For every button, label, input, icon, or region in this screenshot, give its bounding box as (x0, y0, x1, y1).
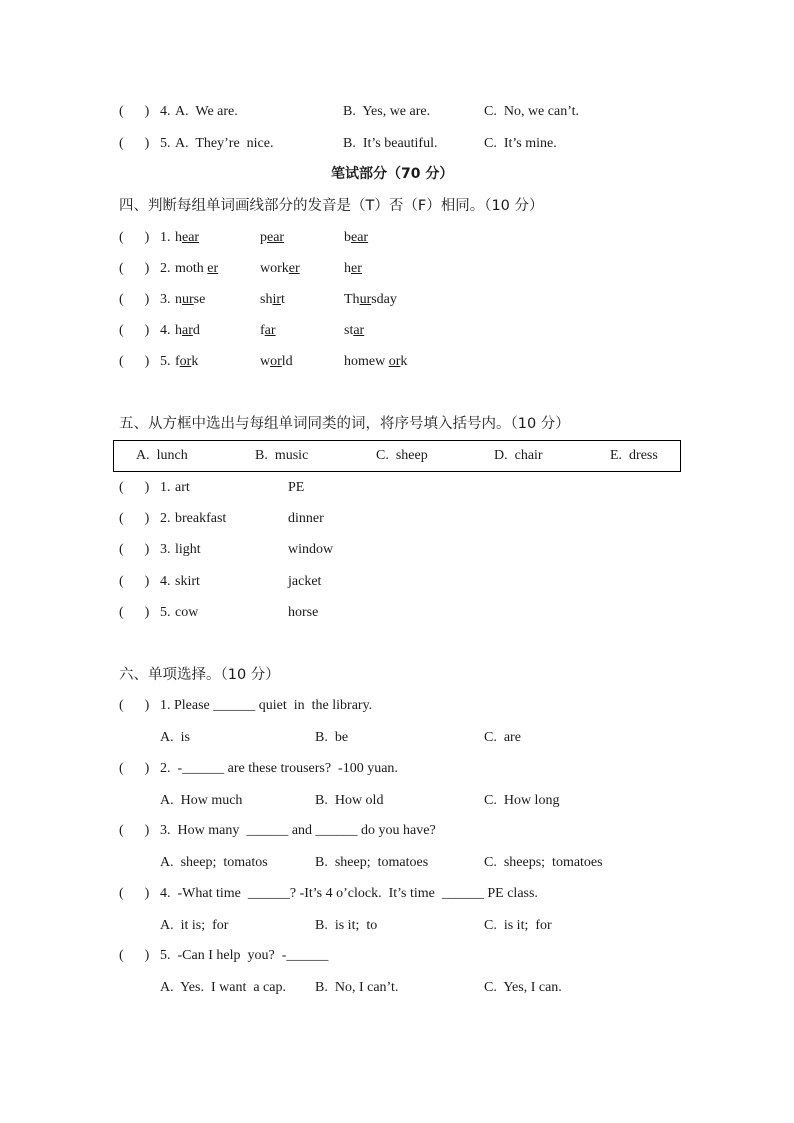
word-choice-box (113, 440, 681, 472)
question-bracket[interactable]: ( ) (119, 823, 150, 838)
q5-option-c: C. It’s mine. (484, 136, 557, 151)
written-part-title: 笔试部分（70 分） (331, 166, 454, 182)
section5-word-2: window (288, 542, 334, 557)
section4-word-1: moth er (175, 261, 219, 276)
underlined-part: ear (182, 230, 200, 245)
section5-bracket[interactable]: ( ) (119, 605, 150, 620)
section5-bracket[interactable]: ( ) (119, 480, 150, 495)
section4-word-3: bear (344, 230, 369, 245)
section5-bracket[interactable]: ( ) (119, 511, 150, 526)
section4-bracket[interactable]: ( ) (119, 354, 150, 369)
underlined-part: er (351, 261, 362, 276)
option-c: C. is it; for (484, 918, 552, 933)
section4-number: 3. (160, 292, 171, 307)
section4-number: 1. (160, 230, 171, 245)
question-stem: 2. -______ are these trousers? -100 yuan. (160, 761, 398, 776)
box-option-a: A. lunch (136, 448, 188, 463)
section5-word-2: PE (288, 480, 305, 495)
section5-word-1: cow (175, 605, 199, 620)
underlined-part: ur (182, 292, 194, 307)
option-a: A. it is; for (160, 918, 229, 933)
option-b: B. be (315, 730, 349, 745)
section4-word-1: hear (175, 230, 200, 245)
section5-number: 1. (160, 480, 171, 495)
section5-word-1: breakfast (175, 511, 227, 526)
question-stem: 4. -What time ______? -It’s 4 o’clock. It’s time ______ PE class. (160, 886, 538, 901)
section4-word-3: star (344, 323, 365, 338)
option-a: A. Yes. I want a cap. (160, 980, 286, 995)
option-b: B. No, I can’t. (315, 980, 399, 995)
question-bracket[interactable]: ( ) (119, 948, 150, 963)
section4-bracket[interactable]: ( ) (119, 230, 150, 245)
option-b: B. How old (315, 793, 384, 808)
underlined-part: ar (182, 323, 193, 338)
option-c: C. are (484, 730, 521, 745)
section4-word-2: worker (260, 261, 300, 276)
question-bracket[interactable]: ( ) (119, 886, 150, 901)
q4-option-b: B. Yes, we are. (343, 104, 431, 119)
box-option-e: E. dress (610, 448, 658, 463)
section4-heading: 四、判断每组单词画线部分的发音是（T）否（F）相同。（10 分） (119, 198, 544, 214)
section4-word-2: far (260, 323, 276, 338)
q4-option-c: C. No, we can’t. (484, 104, 579, 119)
option-a: A. sheep; tomatos (160, 855, 268, 870)
section4-word-2: pear (260, 230, 285, 245)
section4-number: 4. (160, 323, 171, 338)
underlined-part: ar (353, 323, 365, 338)
option-a: A. How much (160, 793, 243, 808)
q5-option-b: B. It’s beautiful. (343, 136, 438, 151)
question-stem: 1. Please ______ quiet in the library. (160, 698, 373, 713)
underlined-part: or (179, 354, 192, 369)
box-option-c: C. sheep (376, 448, 428, 463)
section5-number: 3. (160, 542, 171, 557)
section5-bracket[interactable]: ( ) (119, 542, 150, 557)
section4-word-1: nurse (175, 292, 206, 307)
underlined-part: ar (264, 323, 276, 338)
option-c: C. Yes, I can. (484, 980, 562, 995)
q5-bracket[interactable]: ( ) (119, 136, 150, 151)
section5-word-1: light (175, 542, 201, 557)
underlined-part: ir (272, 292, 282, 307)
section5-heading: 五、从方框中选出与每组单词同类的词，将序号填入括号内。（10 分） (119, 416, 570, 432)
underlined-part: ear (267, 230, 285, 245)
section4-word-1: fork (175, 354, 199, 369)
section5-word-2: jacket (288, 574, 322, 589)
section5-word-1: skirt (175, 574, 200, 589)
section4-word-2: shirt (260, 292, 285, 307)
option-b: B. is it; to (315, 918, 378, 933)
section6-heading: 六、单项选择。（10 分） (119, 667, 280, 683)
section4-bracket[interactable]: ( ) (119, 292, 150, 307)
box-option-b: B. music (255, 448, 309, 463)
question-stem: 5. -Can I help you? -______ (160, 948, 329, 963)
section5-number: 5. (160, 605, 171, 620)
underlined-part: er (207, 261, 219, 276)
box-option-d: D. chair (494, 448, 543, 463)
section5-bracket[interactable]: ( ) (119, 574, 150, 589)
underlined-part: or (270, 354, 282, 369)
option-a: A. is (160, 730, 190, 745)
question-bracket[interactable]: ( ) (119, 698, 150, 713)
underlined-part: ear (351, 230, 369, 245)
section4-number: 2. (160, 261, 171, 276)
question-bracket[interactable]: ( ) (119, 761, 150, 776)
section5-number: 2. (160, 511, 171, 526)
section4-word-1: hard (175, 323, 200, 338)
underlined-part: er (288, 261, 300, 276)
section4-number: 5. (160, 354, 171, 369)
section5-word-1: art (175, 480, 190, 495)
q4-option-a: A. We are. (175, 104, 238, 119)
q5-option-a: A. They’re nice. (175, 136, 274, 151)
underlined-part: ur (359, 292, 372, 307)
section5-word-2: dinner (288, 511, 324, 526)
option-b: B. sheep; tomatoes (315, 855, 429, 870)
section4-word-3: homew ork (344, 354, 408, 369)
underlined-part: or (388, 354, 401, 369)
option-c: C. How long (484, 793, 560, 808)
section4-word-3: Thursday (344, 292, 397, 307)
option-c: C. sheeps; tomatoes (484, 855, 603, 870)
q5-number: 5. (160, 136, 171, 151)
section5-word-2: horse (288, 605, 319, 620)
section4-word-2: world (260, 354, 293, 369)
section4-bracket[interactable]: ( ) (119, 261, 150, 276)
section5-number: 4. (160, 574, 171, 589)
question-stem: 3. How many ______ and ______ do you have? (160, 823, 436, 838)
q4-number: 4. (160, 104, 171, 119)
section4-bracket[interactable]: ( ) (119, 323, 150, 338)
q4-bracket[interactable]: ( ) (119, 104, 150, 119)
section4-word-3: her (344, 261, 362, 276)
